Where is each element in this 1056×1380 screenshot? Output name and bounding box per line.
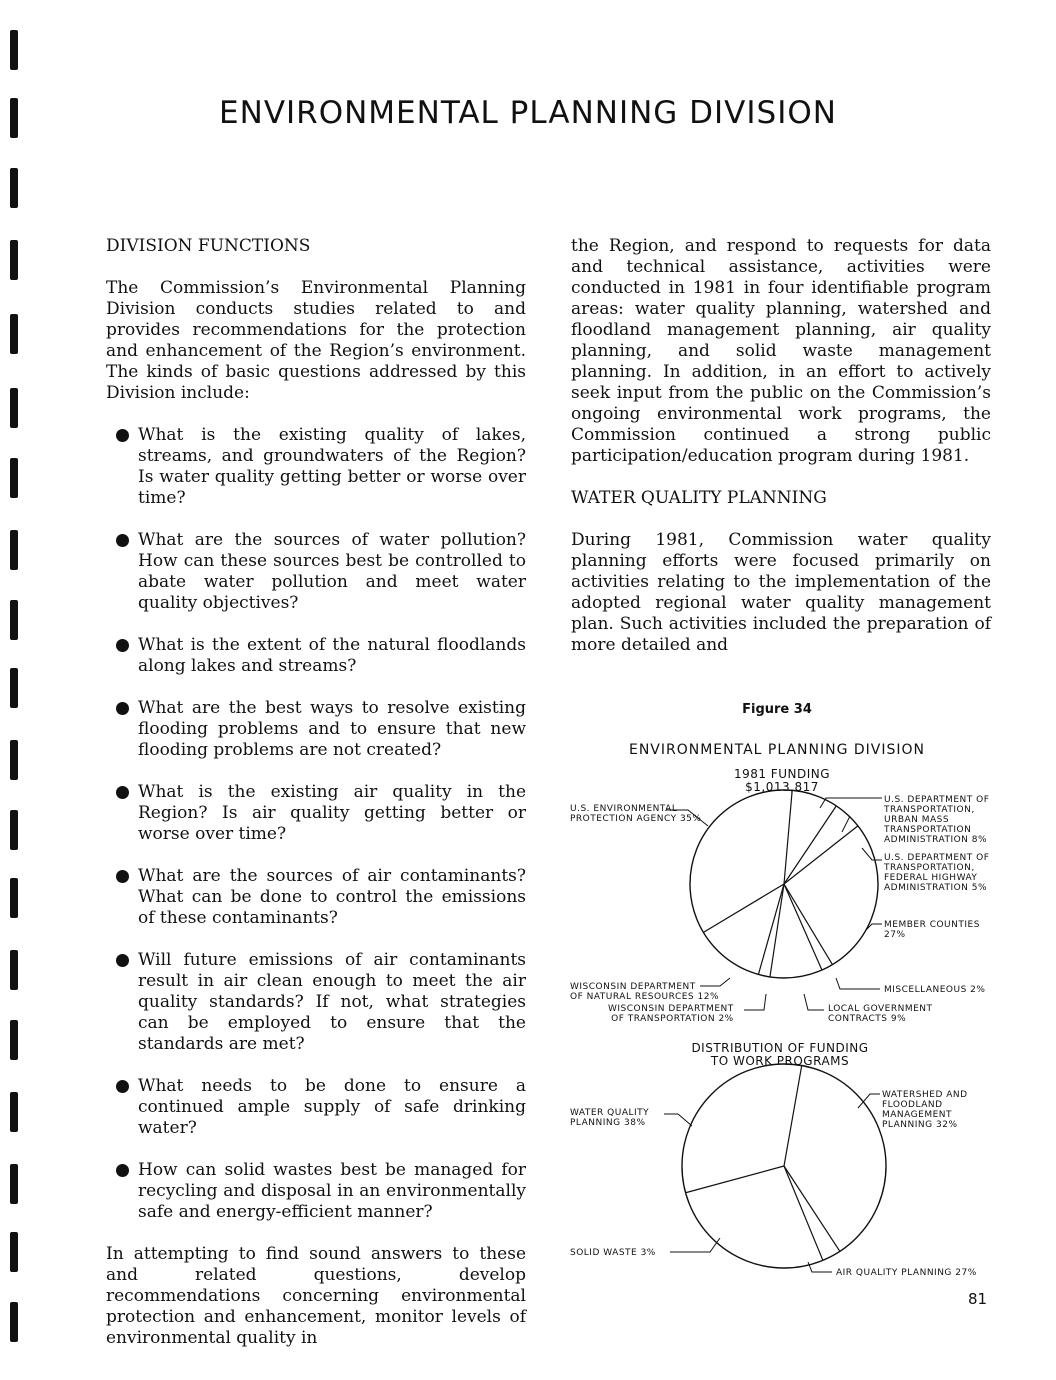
list-item-text: What are the sources of air contaminants? What can be done to control the emissions of these contaminants? [138, 866, 526, 928]
bullet-icon [116, 534, 129, 547]
bullet-icon [116, 954, 129, 967]
leader-water-quality [664, 1114, 692, 1126]
figure-34 [560, 698, 1010, 1298]
pie-slice-local-government-boundary [770, 884, 784, 977]
binding-hole [10, 1092, 18, 1132]
binding-hole [10, 458, 18, 498]
binding-hole [10, 1302, 18, 1342]
pie-slice-member-counties-boundary [784, 884, 832, 965]
bullet-icon [116, 639, 129, 652]
list-item [138, 1160, 526, 1223]
bullet-icon [116, 1164, 129, 1177]
label-solid-waste: SOLID WASTE 3% [570, 1248, 656, 1258]
label-us-dot-fhwa: U.S. DEPARTMENT OF TRANSPORTATION, FEDERAL HIGHWAY ADMINISTRATION 5% [884, 853, 990, 893]
leader-wi-dot [744, 994, 766, 1010]
binding-hole [10, 240, 18, 280]
bullet-icon [116, 1080, 129, 1093]
closing-paragraph: In attempting to find sound answers to these and related questions, develop recommendations concerning environmental protection and enhancement, monitor levels of environmental quality in [106, 1244, 526, 1348]
binding-hole [10, 388, 18, 428]
binding-hole [10, 168, 18, 208]
figure-title: ENVIRONMENTAL PLANNING DIVISION [628, 742, 926, 758]
binding-hole [10, 668, 18, 708]
section-heading-division-functions: DIVISION FUNCTIONS [106, 236, 311, 256]
list-item [138, 635, 526, 677]
leader-local-government [804, 994, 824, 1010]
label-us-epa: U.S. ENVIRONMENTAL PROTECTION AGENCY 35% [570, 804, 702, 824]
list-item-text: What are the best ways to resolve existing flooding problems and to ensure that new flooding problems are not created? [138, 698, 526, 760]
list-item [138, 425, 526, 509]
binding-hole [10, 878, 18, 918]
left-column [106, 236, 526, 1370]
list-item-text: What are the sources of water pollution? How can these sources best be controlled to abate water pollution and meet water quality objectives? [138, 530, 526, 613]
binding-hole [10, 1232, 18, 1272]
distribution-chart-title: DISTRIBUTION OF FUNDING TO WORK PROGRAMS [691, 1041, 869, 1068]
list-item-text: Will future emissions of air contaminants result in air clean enough to meet the air quality standards? If not, what strategies can be employed to ensure that the standards are met? [138, 950, 526, 1054]
bullet-icon [116, 702, 129, 715]
pie-slice-water-quality-boundary [784, 1066, 802, 1166]
bullet-icon [116, 870, 129, 883]
list-item [138, 1076, 526, 1139]
list-item-text: What is the existing air quality in the Region? Is air quality getting better or worse over time? [138, 782, 526, 844]
question-list [106, 425, 526, 1223]
water-quality-paragraph: During 1981, Commission water quality planning efforts were focused primarily on activities relating to the implementation of the adopted regional water quality management plan. Such activities included the preparation of more detailed and [571, 530, 991, 655]
list-item [138, 530, 526, 614]
page-title: ENVIRONMENTAL PLANNING DIVISION [219, 95, 837, 131]
funding-chart-title: 1981 FUNDING $1,013,817 [733, 767, 831, 794]
leader-miscellaneous [836, 978, 880, 989]
leader-solid-waste [670, 1238, 720, 1252]
binding-hole [10, 530, 18, 570]
bullet-icon [116, 786, 129, 799]
list-item [138, 866, 526, 929]
list-item [138, 782, 526, 845]
list-item-text: What needs to be done to ensure a continued ample supply of safe drinking water? [138, 1076, 526, 1138]
section-heading-water-quality: WATER QUALITY PLANNING [571, 488, 827, 508]
label-us-dot-umta: U.S. DEPARTMENT OF TRANSPORTATION, URBAN MASS TRANSPORTATION ADMINISTRATION 8% [884, 795, 990, 845]
binding-hole [10, 600, 18, 640]
label-miscellaneous: MISCELLANEOUS 2% [884, 985, 986, 995]
list-item [138, 698, 526, 761]
right-column [571, 236, 991, 677]
label-wi-dot: WISCONSIN DEPARTMENT OF TRANSPORTATION 2% [608, 1004, 734, 1024]
list-item-text: What is the existing quality of lakes, streams, and groundwaters of the Region? Is water quality getting better or worse over time? [138, 425, 526, 508]
binding-hole [10, 30, 18, 70]
pie-slice-u-s-environmental-boundary [784, 790, 792, 884]
binding-hole [10, 810, 18, 850]
bullet-icon [116, 429, 129, 442]
label-air-quality: AIR QUALITY PLANNING 27% [836, 1268, 977, 1278]
label-watershed-floodland: WATERSHED AND FLOODLAND MANAGEMENT PLANNING 32% [882, 1090, 968, 1130]
figure-number: Figure 34 [742, 702, 812, 717]
page-number: 81 [968, 1290, 988, 1308]
binding-hole [10, 314, 18, 354]
leader-us-dot-umta [820, 798, 882, 808]
intro-paragraph: The Commission’s Environmental Planning Division conducts studies related to and provides recommendations for the protection and enhancement of the Region’s environment. The kinds of basic questions addressed by this Division include: [106, 278, 526, 403]
binding-hole [10, 1020, 18, 1060]
pie-slice-u-s-department-of-boundary [784, 826, 858, 884]
pie-slice-air-quality-planning-27-boundary [784, 1166, 823, 1260]
binding-hole [10, 950, 18, 990]
binding-hole [10, 740, 18, 780]
pie-slice-watershed-and-boundary [686, 1166, 784, 1193]
pie-slice-solid-waste-3-boundary [784, 1166, 840, 1251]
label-member-counties: MEMBER COUNTIES 27% [884, 920, 980, 940]
label-wi-dnr: WISCONSIN DEPARTMENT OF NATURAL RESOURCES 12% [570, 982, 719, 1002]
continuation-paragraph: the Region, and respond to requests for data and technical assistance, activities were conducted in 1981 in four identifiable program areas: water quality planning, watershed and floodland management planning, air quality planning, and solid waste management planning. In addition, in an effort to actively seek input from the public on the Commission’s ongoing environmental work programs, the Commission continued a strong public participation/education program during 1981. [571, 236, 991, 466]
label-local-government: LOCAL GOVERNMENT CONTRACTS 9% [828, 1004, 933, 1024]
list-item-text: What is the extent of the natural floodlands along lakes and streams? [138, 635, 526, 676]
leader-us-dot-umta-2 [842, 816, 850, 832]
binding-hole [10, 1164, 18, 1204]
label-water-quality: WATER QUALITY PLANNING 38% [570, 1108, 650, 1128]
list-item-text: How can solid wastes best be managed for recycling and disposal in an environmentally safe and energy-efficient manner? [138, 1160, 526, 1222]
pie-slice-miscellaneous-2-boundary [784, 884, 822, 970]
binding-strip [4, 0, 22, 1380]
leader-watershed [858, 1094, 880, 1108]
pie-slice-u-s-department-of-boundary [784, 806, 836, 884]
list-item [138, 950, 526, 1055]
